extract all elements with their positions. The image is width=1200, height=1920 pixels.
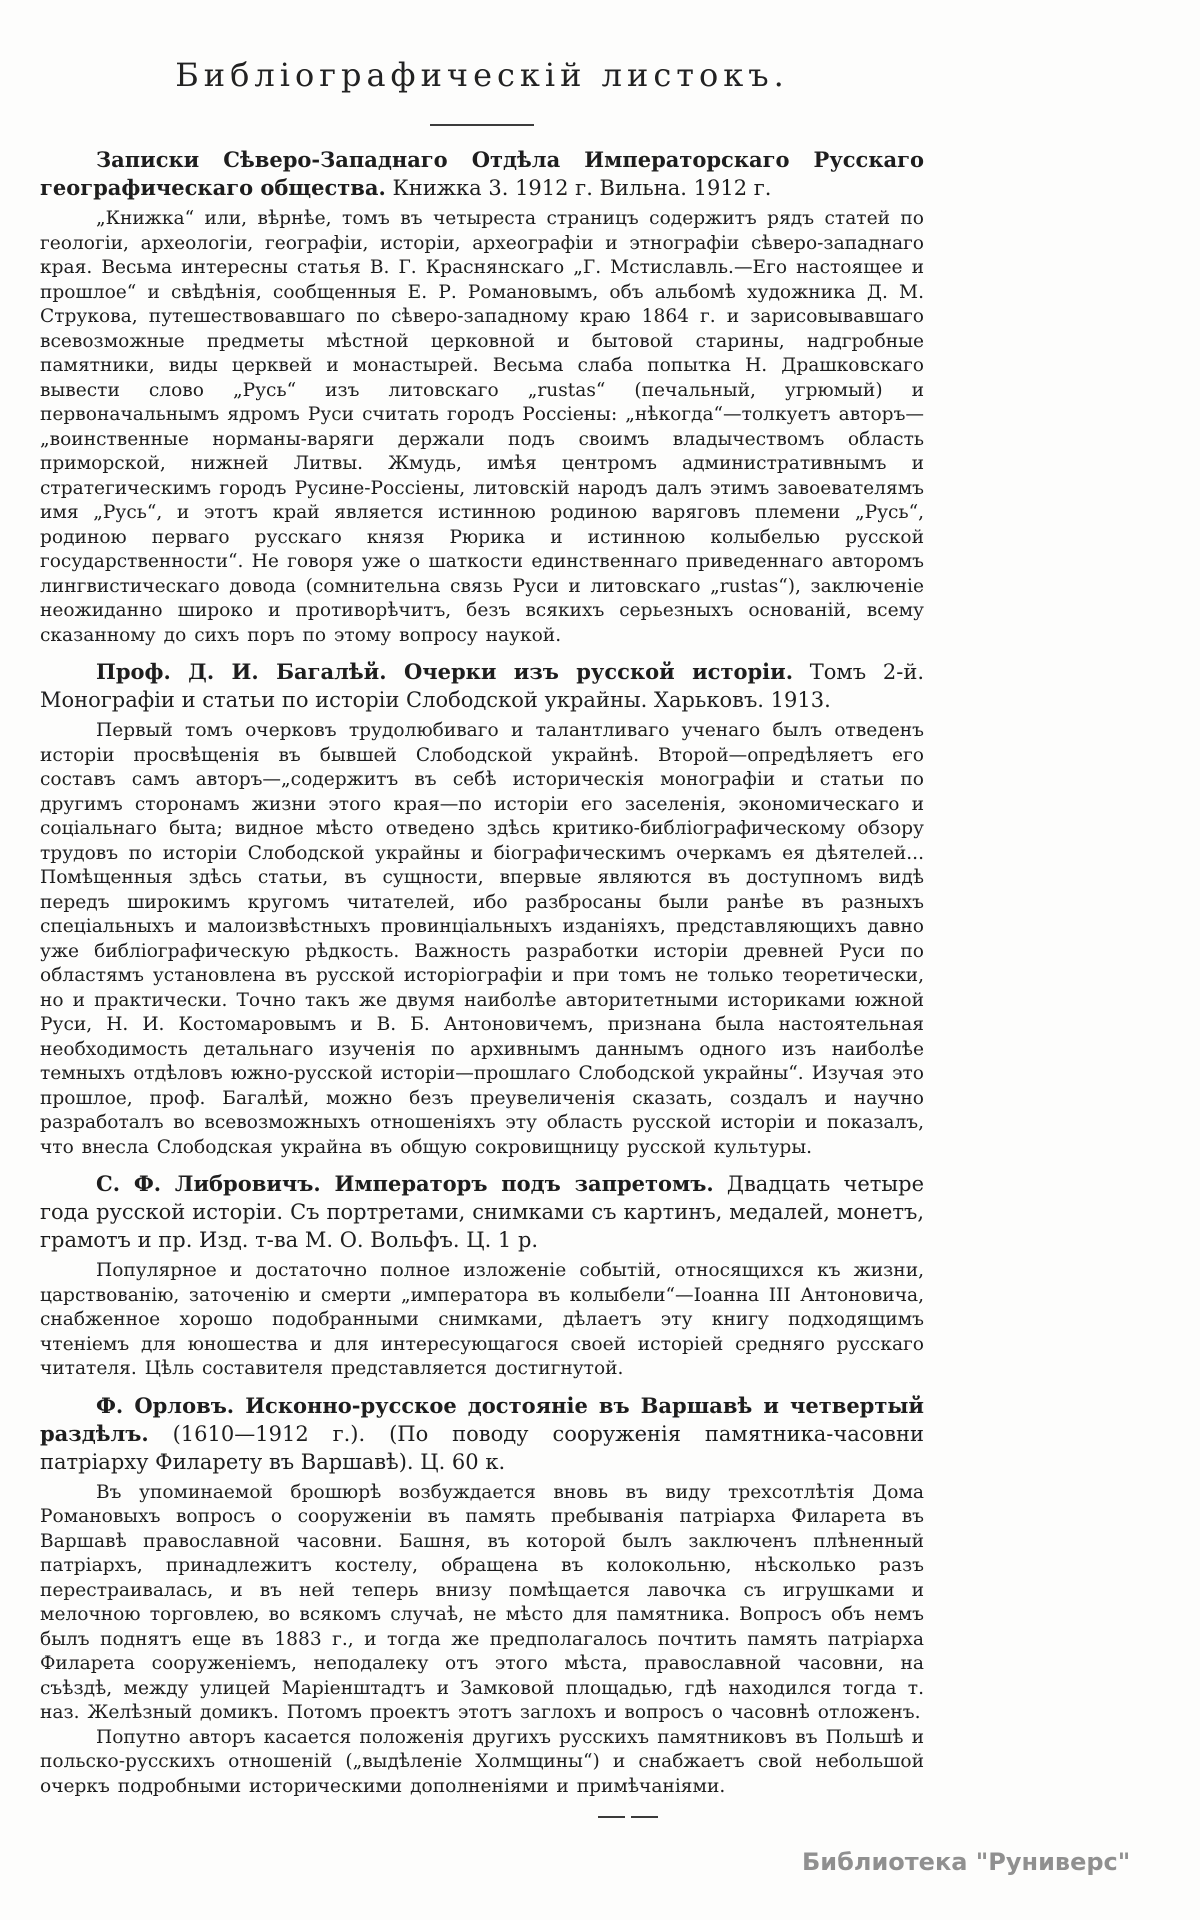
end-of-page-rule xyxy=(598,1816,658,1818)
entry-heading-details: Томъ 2-й. Монографіи и статьи по исторіи Слободской украйны. Харьковъ. 1913. xyxy=(40,660,925,712)
review-paragraph: Первый томъ очерковъ трудолюбиваго и талантливаго ученаго былъ отведенъ исторіи просвѣщенія въ бывшей Слободской украйнѣ. Второй—опредѣляетъ его составъ самъ авторъ—„содержитъ въ себѣ историческія монографіи и статьи по другимъ сторонамъ жизни этого края—по исторіи его заселенія, экономическаго и соціальнаго быта; видное мѣсто отведено здѣсь критико-библіографическому обзору трудовъ по исторіи Слободской украйны и біографическимъ очеркамъ ея дѣятелей... Помѣщенныя здѣсь статьи, въ сущности, впервые являются въ доступномъ видѣ передъ широкимъ кругомъ читателей, ибо разбросаны были ранѣе въ разныхъ спеціальныхъ и малоизвѣстныхъ провинціальныхъ изданіяхъ, представляющихъ давно уже библіографическую рѣдкость. Важность разработки исторіи древней Руси по областямъ установлена въ русской исторіографіи и при томъ не только теоретически, но и практически. Точно такъ же двумя наиболѣе авторитетными историками южной Руси, Н. И. Костомаровымъ и В. Б. Антоновичемъ, признана была настоятельная необходимость детальнаго изученія по архивнымъ даннымъ одного изъ наиболѣе темныхъ отдѣловъ южно-русской исторіи—прошлаго Слободской украйны“. Изучая это прошлое, проф. Багалѣй, можно безъ преувеличенія сказать, создалъ и научно разработалъ во всевозможныхъ отношеніяхъ эту область русской исторіи и показалъ, что внесла Слободская украйна въ общую сокровищницу русской культуры. xyxy=(40,720,924,1158)
entry-heading xyxy=(40,1392,924,1476)
entry-heading-details: (1610—1912 г.). (По поводу сооруженія памятника-часовни патріарху Филарету въ Варшавѣ). Ц. 60 к. xyxy=(40,1421,924,1474)
entry-heading xyxy=(40,1170,924,1254)
runivers-library-watermark: Библиотека "Руниверс" xyxy=(802,1848,1131,1876)
entry-heading-title: Ф. Орловъ. Исконно-русское достояніе въ Варшавѣ и четвертый раздѣлъ. xyxy=(40,1392,924,1446)
entry-heading-title: С. Ф. Либровичъ. Императоръ подъ запретомъ. xyxy=(96,1171,714,1196)
review-paragraph: Попутно авторъ касается положенія другихъ русскихъ памятниковъ въ Польшѣ и польско-русскихъ отношеній („выдѣленіе Холмщины“) и снабжаетъ свой небольшой очеркъ подробными историческими дополненіями и примѣчаніями. xyxy=(40,1726,924,1797)
book-entry-bagaley xyxy=(40,658,924,1160)
entry-heading-details: Двадцать четыре года русской исторіи. Съ портретами, снимками съ картинъ, медалей, монетъ, грамотъ и пр. Изд. т-ва М. О. Вольфъ. Ц. 1 р. xyxy=(40,1172,924,1252)
entry-heading xyxy=(40,658,924,714)
review-paragraph: Въ упоминаемой брошюрѣ возбуждается вновь въ виду трехсотлѣтія Дома Романовыхъ вопросъ о сооруженіи въ память пребыванія патріарха Филарета въ Варшавѣ православной часовни. Башня, въ которой былъ заключенъ плѣненный патріархъ, принадлежитъ костелу, обращена въ колокольню, нѣсколько разъ перестраивалась, и въ ней теперь внизу помѣщается лавочка съ игрушками и мелочною торговлею, во всякомъ случаѣ, не мѣсто для памятника. Вопросъ объ немъ былъ поднятъ еще въ 1883 г., и тогда же предполагалось почтить память патріарха Филарета сооруженіемъ, неподалеку отъ этого мѣста, православной часовни, на съѣздѣ, между улицей Маріенштадтъ и Замковой площадью, гдѣ находился тогда т. наз. Желѣзный домикъ. Потомъ проектъ этотъ заглохъ и вопросъ о часовнѣ отложенъ. xyxy=(40,1481,924,1723)
entry-heading-title: Проф. Д. И. Багалѣй. Очерки изъ русской исторіи. xyxy=(96,659,794,684)
page-title: Библіографическій листокъ. xyxy=(175,56,789,94)
book-entry-librovich xyxy=(40,1170,924,1382)
review-paragraph: Популярное и достаточно полное изложеніе событій, относящихся къ жизни, царствованію, заточенію и смерти „императора въ колыбели“—Іоанна III Антоновича, снабженное хорошо подобранными снимками, дѣлаетъ эту книгу подходящимъ чтеніемъ для юношества и для интересующагося своей исторіей средняго русскаго читателя. Цѣль составителя представляется достигнутой. xyxy=(40,1260,924,1379)
title-divider-rule xyxy=(430,124,534,126)
text-column xyxy=(40,56,924,1799)
book-entry-orlov xyxy=(40,1392,924,1800)
book-entry-zapiski xyxy=(40,146,924,648)
entry-heading xyxy=(40,146,924,202)
entry-heading-details: Книжка 3. 1912 г. Вильна. 1912 г. xyxy=(385,176,772,200)
review-paragraph: „Книжка“ или, вѣрнѣе, томъ въ четыреста страницъ содержитъ рядъ статей по геологіи, археологіи, географіи, исторіи, археографіи и этнографіи сѣверо-западнаго края. Весьма интересны статья В. Г. Краснянскаго „Г. Мстиславль.—Его настоящее и прошлое“ и свѣдѣнія, сообщенныя Е. Р. Романовымъ, объ альбомѣ художника Д. М. Струкова, путешествовавшаго по сѣверо-западному краю 1864 г. и зарисовывавшаго всевозможные предметы мѣстной церковной и бытовой старины, надгробные памятники, виды церквей и монастырей. Весьма слаба попытка Н. Драшковскаго вывести слово „Русь“ изъ литовскаго „rustas“ (печальный, угрюмый) и первоначальнымъ ядромъ Руси считать городъ Россіены: „нѣкогда“—толкуетъ авторъ—„воинственные норманы-варяги держали подъ своимъ владычествомъ область приморской, нижней Литвы. Жмудь, имѣя центромъ административнымъ и стратегическимъ городъ Русине-Россіены, литовскій народъ далъ этимъ завоевателямъ имя „Русь“, и этотъ край является истинною родиною варяговъ племени „Русь“, родиною перваго русскаго князя Рюрика и истинною колыбелью русской государственности“. Не говоря уже о шаткости единственнаго приведеннаго авторомъ лингвистическаго довода (сомнительна связь Руси и литовскаго „rustas“), заключеніе неожиданно широко и противорѣчитъ, безъ всякихъ серьезныхъ основаній, всему сказанному до сихъ поръ по этому вопросу наукой. xyxy=(40,208,924,646)
entry-heading-title: Записки Сѣверо-Западнаго Отдѣла Императорскаго Русскаго географическаго общества. xyxy=(40,147,924,200)
